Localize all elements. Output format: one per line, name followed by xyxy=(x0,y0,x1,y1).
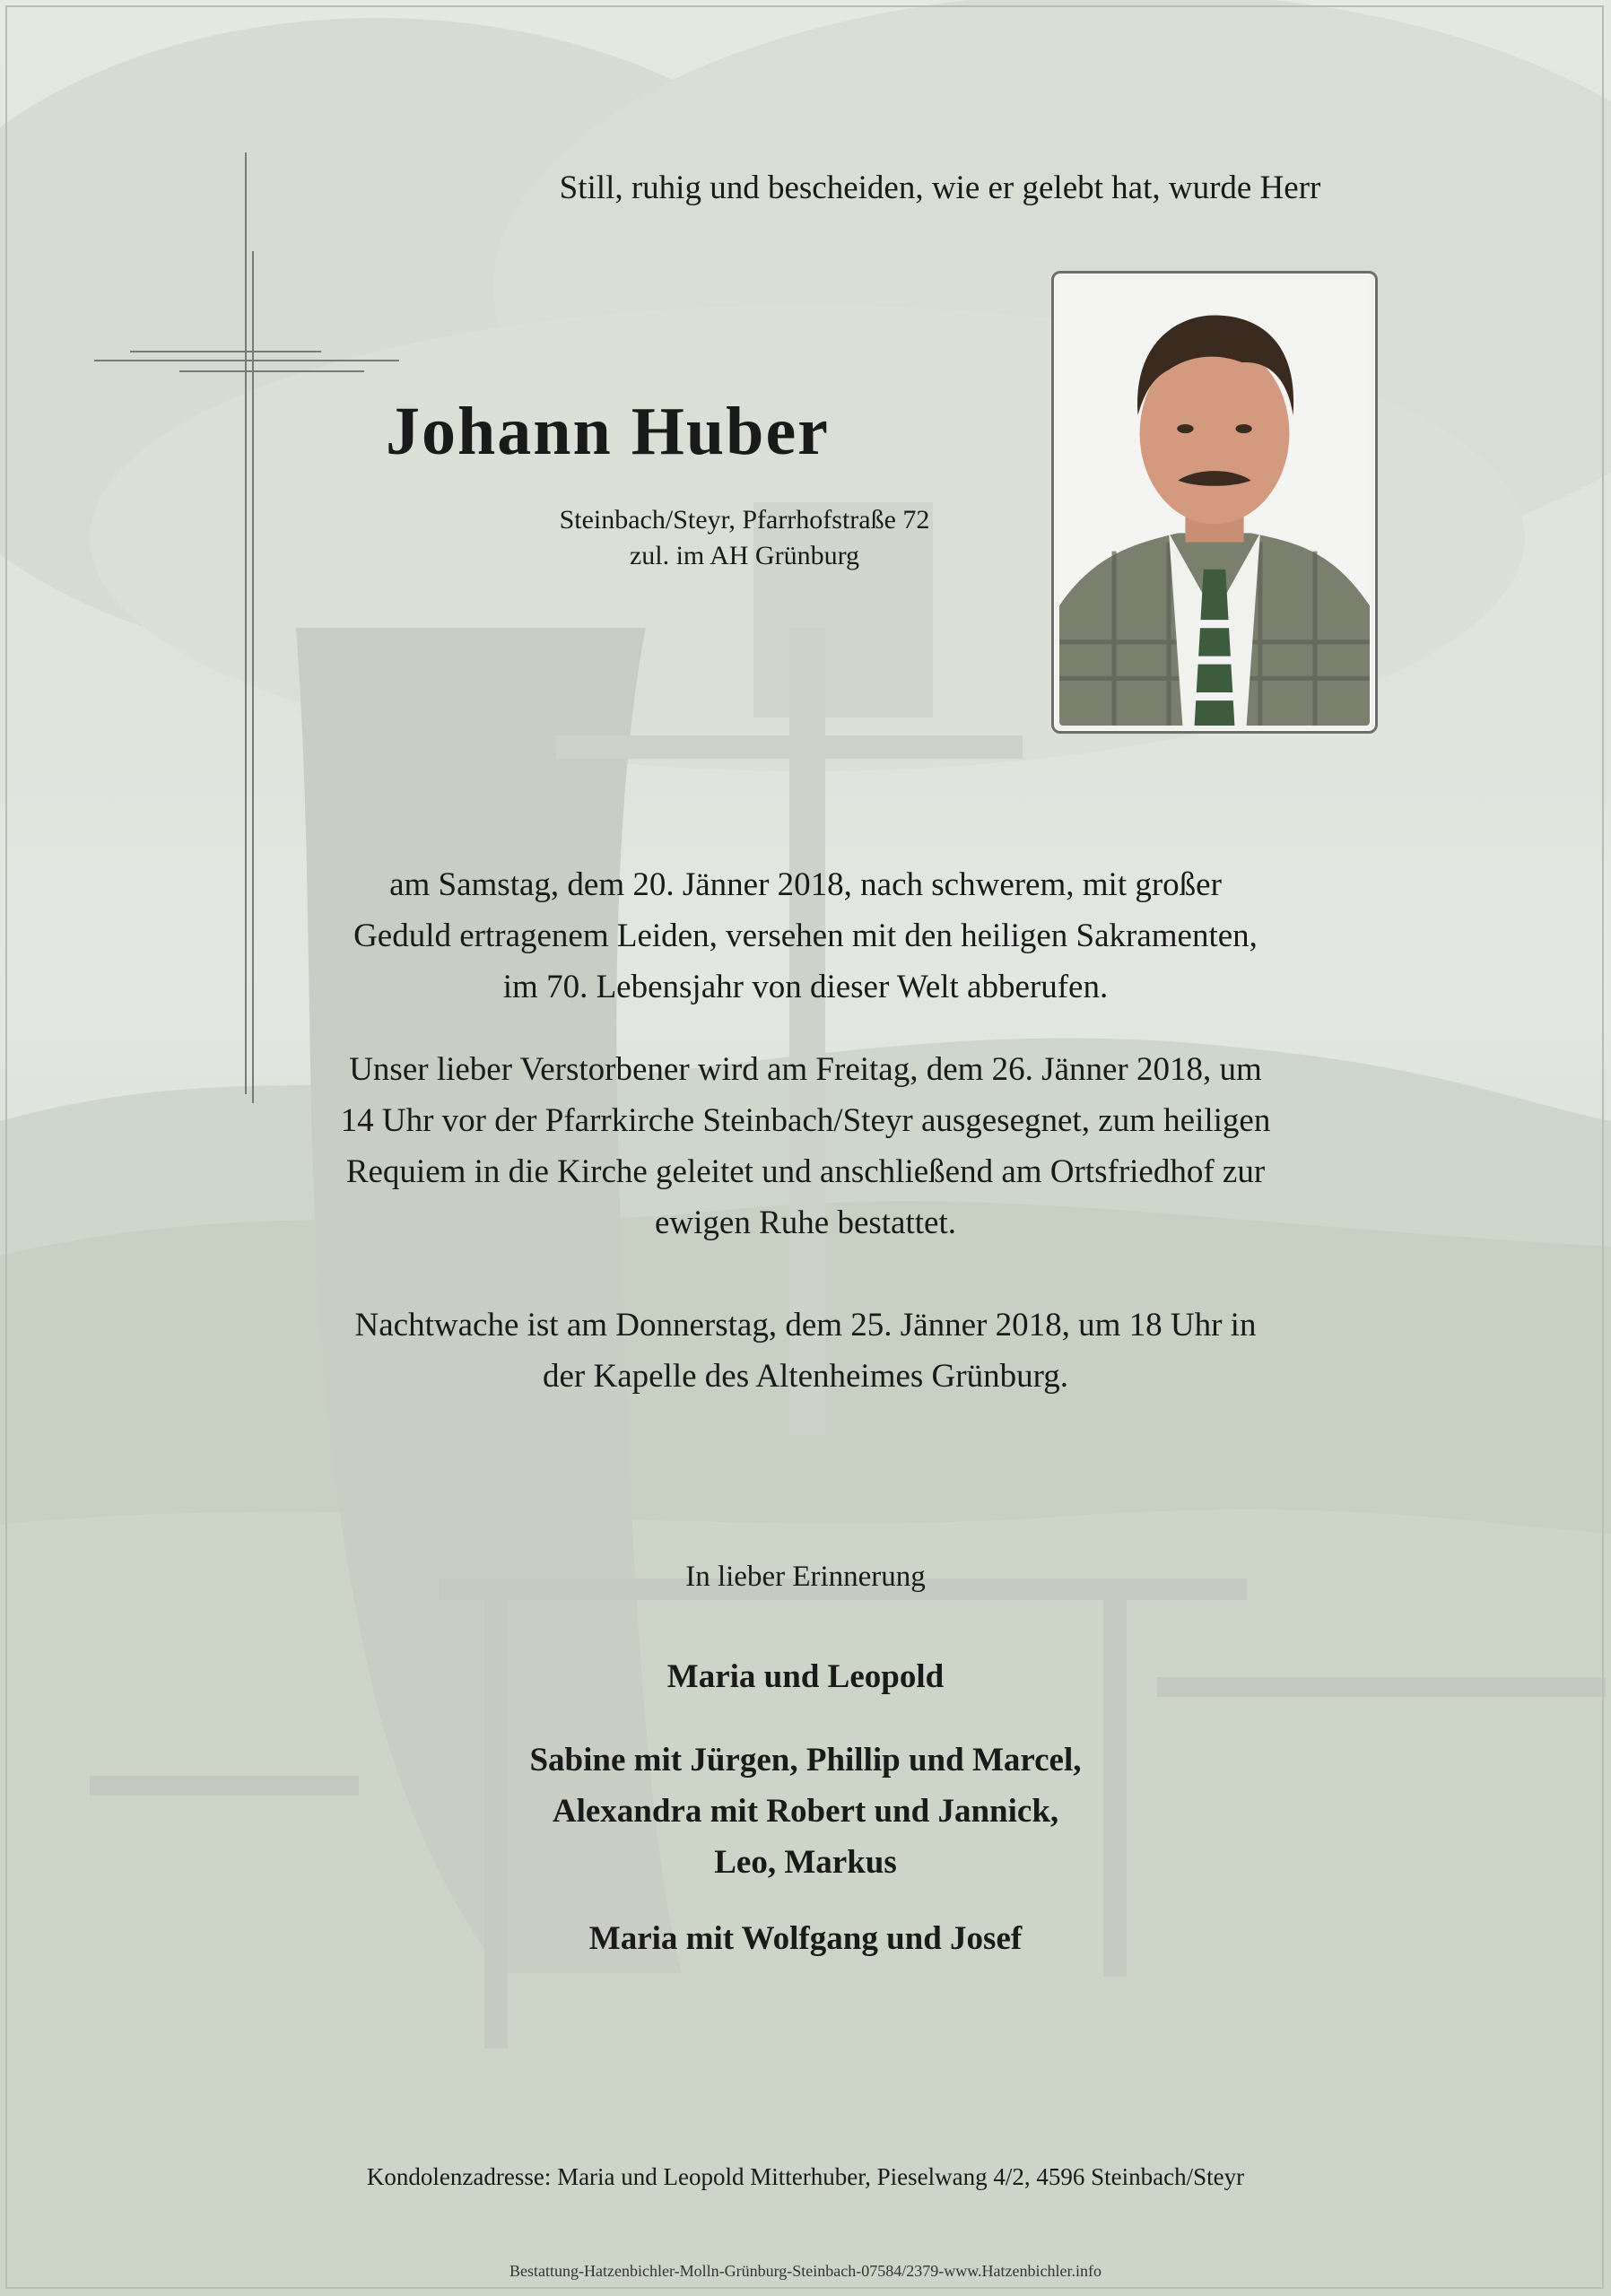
memory-heading: In lieber Erinnerung xyxy=(685,1561,926,1593)
residence-line: zul. im AH Grünburg xyxy=(629,541,860,570)
notice-line: der Kapelle des Altenheimes Grünburg. xyxy=(542,1358,1069,1395)
deceased-name: Johann Huber xyxy=(386,394,830,469)
death-notice xyxy=(0,859,1611,1013)
deceased-address xyxy=(502,502,987,574)
funeral-notice xyxy=(0,1044,1611,1248)
portrait-photo-image xyxy=(1059,279,1370,726)
family-group xyxy=(0,1735,1611,1888)
notice-line: Requiem in die Kirche geleitet und anschließend am Ortsfriedhof zur xyxy=(345,1153,1266,1190)
intro-text: Still, ruhig und bescheiden, wie er gelebt hat, wurde Herr xyxy=(559,170,1321,206)
family-line: Leo, Markus xyxy=(714,1844,897,1881)
vigil-notice xyxy=(0,1300,1611,1402)
notice-line: 14 Uhr vor der Pfarrkirche Steinbach/Steyr ausgesegnet, zum heiligen xyxy=(340,1102,1271,1139)
condolence-address: Kondolenzadresse: Maria und Leopold Mitterhuber, Pieselwang 4/2, 4596 Steinbach/Steyr xyxy=(366,2163,1245,2190)
family-line: Alexandra mit Robert und Jannick, xyxy=(552,1793,1059,1830)
family-line: Sabine mit Jürgen, Phillip und Marcel, xyxy=(529,1742,1082,1779)
notice-line: ewigen Ruhe bestattet. xyxy=(655,1205,956,1241)
funeral-home-footer: Bestattung-Hatzenbichler-Molln-Grünburg-Steinbach-07584/2379-www.Hatzenbichler.info xyxy=(509,2262,1102,2280)
notice-line: im 70. Lebensjahr von dieser Welt abberufen. xyxy=(502,969,1109,1005)
notice-line: Unser lieber Verstorbener wird am Freitag, dem 26. Jänner 2018, um xyxy=(349,1051,1262,1088)
family-line: Maria mit Wolfgang und Josef xyxy=(588,1920,1023,1957)
portrait-photo xyxy=(1051,271,1378,734)
notice-line: Nachtwache ist am Donnerstag, dem 25. Jänner 2018, um 18 Uhr in xyxy=(354,1307,1257,1344)
address-line: Steinbach/Steyr, Pfarrhofstraße 72 xyxy=(559,505,930,535)
notice-line: am Samstag, dem 20. Jänner 2018, nach schwerem, mit großer xyxy=(389,866,1222,903)
family-line: Maria und Leopold xyxy=(666,1658,945,1695)
notice-line: Geduld ertragenem Leiden, versehen mit den heiligen Sakramenten, xyxy=(353,918,1258,954)
